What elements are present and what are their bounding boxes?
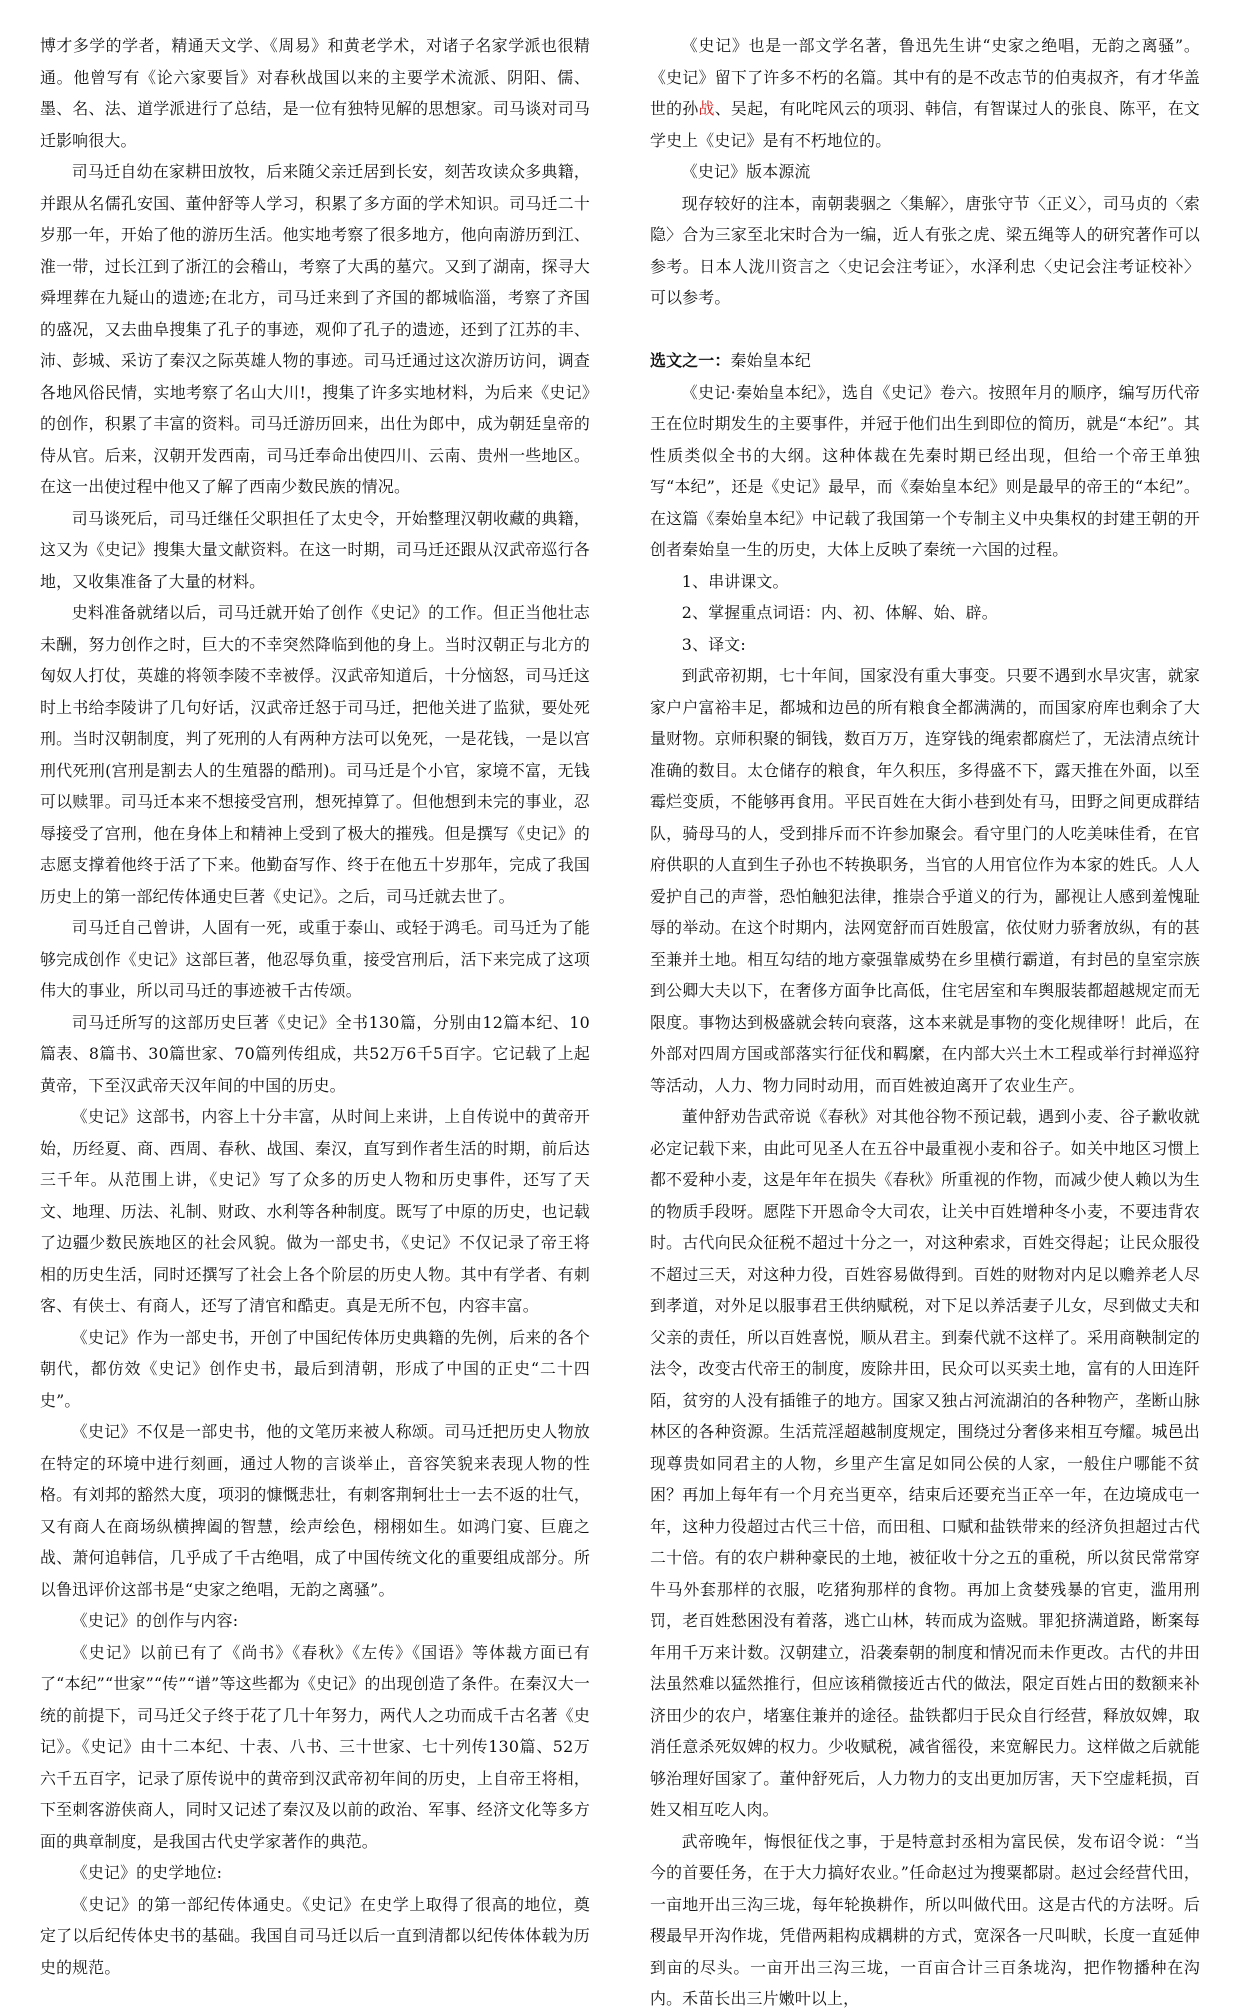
list-item: 2、掌握重点词语：内、初、体解、始、辟。 <box>681 603 998 622</box>
paragraph: 《史记》的第一部纪传体通史。《史记》在史学上取得了很高的地位，奠定了以后纪传体史书的基础。我国自司马迁以后一直到清都以纪传体体载为历史的规范。 <box>40 1894 590 1977</box>
blank-line <box>650 314 1200 346</box>
paragraph: 司马迁自己曾讲，人固有一死，或重于泰山、或轻于鸿毛。司马迁为了能够完成创作《史记》这部巨著，他忍辱负重，接受宫刑后，活下来完成了这项伟大的事业，所以司马迁的事迹被千古传颂。 <box>40 918 590 1000</box>
heading-title: 秦始皇本纪 <box>730 351 811 370</box>
paragraph: 《史记》以前已有了《尚书》《春秋》《左传》《国语》等体裁方面已有了“本纪”“世家”“传”“谱”等这些都为《史记》的出现创造了条件。在秦汉大一统的前提下，司马迁父子终于花了几十年努力，两代人之功而成千古名著《史记》。《史记》由十二本纪、十表、八书、三十世家、七十列传130篇、52万六千五百字，记录了原传说中的黄帝到汉武帝初年间的历史，上自帝王将相，下至刺客游侠商人，同时又记述了秦汉及以前的政治、军事、经济文化等多方面的典章制度，是我国古代史学家著作的典范。 <box>40 1642 590 1851</box>
list-item: 3、译文: <box>681 634 746 654</box>
paragraph: 现存较好的注本，南朝裴骃之〈集解〉，唐张守节〈正义〉，司马贞的〈索隐〉合为三家至北宋时合为一编，近人有张之虎、梁五绳等人的研究著作可以参考。日本人泷川资言之〈史记会注考证〉，水泽利忠〈史记会注考证校补〉可以参考。 <box>650 193 1200 307</box>
highlighted-character: 战 <box>698 99 715 118</box>
text-run: 、吴起，有叱咤风云的项羽、韩信，有智谋过人的张良、陈平，在文学史上《史记》是有不朽地位的。 <box>650 99 1201 150</box>
paragraph <box>650 30 1200 156</box>
right-column <box>650 30 1201 2008</box>
left-column <box>40 30 590 1977</box>
paragraph: 史料准备就绪以后，司马迁就开始了创作《史记》的工作。但正当他壮志未酬，努力创作之时，巨大的不幸突然降临到他的身上。当时汉朝正与北方的匈奴人打仗，英雄的将领李陵不幸被俘。汉武帝知道后，十分恼怒，司马迁这时上书给李陵讲了几句好话，汉武帝迁怒于司马迁，把他关进了监狱，要处死刑。当时汉朝制度，判了死刑的人有两种方法可以免死，一是花钱，一是以宫刑代死刑(宫刑是割去人的生殖器的酷刑)。司马迁是个小官，家境不富，无钱可以赎罪。司马迁本来不想接受宫刑，想死掉算了。但他想到未完的事业，忍辱接受了宫刑，他在身体上和精神上受到了极大的摧残。但是撰写《史记》的志愿支撑着他终于活了下来。他勤奋写作、终于在他五十岁那年，完成了我国历史上的第一部纪传体通史巨著《史记》。之后，司马迁就去世了。 <box>40 603 590 906</box>
text-run: 《史记》也是一部文学名著，鲁迅先生讲“史家之绝唱，无韵之离骚”。《史记》留下了许多不朽的名篇。其中有的是不改志节的伯夷叔齐，有才华盖世的孙 <box>650 36 1200 118</box>
paragraph: 《史记》作为一部史书，开创了中国纪传体历史典籍的先例，后来的各个朝代，都仿效《史记》创作史书，最后到清朝，形成了中国的正史“二十四史”。 <box>40 1327 590 1410</box>
section-label: 《史记》的史学地位: <box>71 1863 223 1882</box>
section-label: 《史记》的创作与内容: <box>71 1611 239 1630</box>
paragraph: 司马迁自幼在家耕田放牧，后来随父亲迁居到长安，刻苦攻读众多典籍，并跟从名儒孔安国、董仲舒等人学习，积累了多方面的学术知识。司马迁二十岁那一年，开始了他的游历生活。他实地考察了很多地方，他向南游历到江、淮一带，过长江到了浙江的会稽山，考察了大禹的墓穴。又到了湖南，探寻大舜埋葬在九疑山的遗迹;在北方，司马迁来到了齐国的都城临淄，考察了齐国的盛况，又去曲阜搜集了孔子的事迹，观仰了孔子的遗迹，还到了江苏的丰、沛、彭城、采访了秦汉之际英雄人物的事迹。司马迁通过这次游历访问，调查各地风俗民情，实地考察了名山大川!，搜集了许多实地材料，为后来《史记》的创作，积累了丰富的资料。司马迁游历回来，出仕为郎中，成为朝廷皇帝的侍从官。后来，汉朝开发西南，司马迁奉命出使四川、云南、贵州一些地区。在这一出使过程中他又了解了西南少数民族的情况。 <box>40 162 590 496</box>
paragraph: 司马迁所写的这部历史巨著《史记》全书130篇，分别由12篇本纪、10篇表、8篇书、30篇世家、70篇列传组成，共52万6千5百字。它记载了上起黄帝，下至汉武帝天汉年间的中国的历史。 <box>40 1012 590 1095</box>
section-label: 《史记》版本源流 <box>681 162 811 181</box>
paragraph: 到武帝初期，七十年间，国家没有重大事变。只要不遇到水旱灾害，就家家户户富裕丰足，都城和边邑的所有粮食全都满满的，而国家府库也剩余了大量财物。京师积聚的铜钱，数百万万，连穿钱的绳索都腐烂了，无法清点统计准确的数目。太仓储存的粮食，年久积压，多得盛不下，露天推在外面，以至霉烂变质，不能够再食用。平民百姓在大街小巷到处有马，田野之间更成群结队，骑母马的人，受到排斥而不许参加聚会。看守里门的人吃美味佳肴，在官府供职的人直到生子孙也不转换职务，当官的人用官位作为本家的姓氏。人人爱护自己的声誉，恐怕触犯法律，推崇合乎道义的行为，鄙视让人感到羞愧耻辱的举动。在这个时期内，法网宽舒而百姓殷富，依仗财力骄奢放纵，有的甚至兼并土地。相互勾结的地方豪强靠威势在乡里横行霸道，有封邑的皇室宗族到公卿大夫以下，在奢侈方面争比高低，住宅居室和车舆服装都超越规定而无限度。事物达到极盛就会转向衰落，这本来就是事物的变化规律呀！此后，在外部对四周方国或部落实行征伐和羁縻，在内部大兴土木工程或举行封禅巡狩等活动，人力、物力同时动用，而百姓被迫离开了农业生产。 <box>650 666 1200 1095</box>
paragraph: 《史记》不仅是一部史书，他的文笔历来被人称颂。司马迁把历史人物放在特定的环境中进行刻画，通过人物的言谈举止，音容笑貌来表现人物的性格。有刘邦的豁然大度，项羽的慷慨悲壮，有刺客荆轲壮士一去不返的壮气，又有商人在商场纵横捭阖的智慧，绘声绘色，栩栩如生。如鸿门宴、巨鹿之战、萧何追韩信，几乎成了千古绝唱，成了中国传统文化的重要组成部分。所以鲁迅评价这部书是“史家之绝唱，无韵之离骚”。 <box>40 1422 590 1599</box>
list-item: 1、串讲课文。 <box>681 571 789 591</box>
heading-label: 选文之一： <box>650 351 731 370</box>
paragraph: 《史记·秦始皇本纪》，选自《史记》卷六。按照年月的顺序，编写历代帝王在位时期发生的主要事件，并冠于他们出生到即位的简历，就是“本纪”。其性质类似全书的大纲。这种体裁在先秦时期已经出现，但给一个帝王单独写“本纪”，还是《史记》最早，而《秦始皇本纪》则是最早的帝王的“本纪”。在这篇《秦始皇本纪》中记载了我国第一个专制主义中央集权的封建王朝的开创者秦始皇一生的历史，大体上反映了秦统一六国的过程。 <box>650 382 1200 559</box>
paragraph: 董仲舒劝告武帝说《春秋》对其他谷物不预记载，遇到小麦、谷子歉收就必定记载下来，由此可见圣人在五谷中最重视小麦和谷子。如关中地区习惯上都不爱种小麦，这是年年在损失《春秋》所重视的作物，而减少使人赖以为生的物质手段呀。愿陛下开恩命令大司农，让关中百姓增种冬小麦，不要违背农时。古代向民众征税不超过十分之一，对这种索求，百姓交得起；让民众服役不超过三天，对这种力役，百姓容易做得到。百姓的财物对内足以赡养老人尽到孝道，对外足以服事君王供纳赋税，对下足以养活妻子儿女，尽到做丈夫和父亲的责任，所以百姓喜悦，顺从君主。到秦代就不这样了。采用商鞅制定的法令，改变古代帝王的制度，废除井田，民众可以买卖土地，富有的人田连阡陌，贫穷的人没有插锥子的地方。国家又独占河流湖泊的各种物产，垄断山脉林区的各种资源。生活荒淫超越制度规定，围绕过分奢侈来相互夸耀。城邑出现尊贵如同君主的人物，乡里产生富足如同公侯的人家，一般住户哪能不贫困？再加上每年有一个月充当更卒，结束后还要充当正卒一年，在边境成屯一年，这种力役超过古代三十倍，而田租、口赋和盐铁带来的经济负担超过古代二十倍。有的农户耕种豪民的土地，被征收十分之五的重税，所以贫民常常穿牛马外套那样的衣服，吃猪狗那样的食物。再加上贪婪残暴的官吏，滥用刑罚，老百姓愁困没有着落，逃亡山林，转而成为盗贼。罪犯挤满道路，断案每年用千万来计数。汉朝建立，沿袭秦朝的制度和情况而未作更改。古代的井田法虽然难以猛然推行，但应该稍微接近古代的做法，限定百姓占田的数额来补济田少的农户，堵塞住兼并的途径。盐铁都归于民众自行经营，释放奴婢，取消任意杀死奴婢的权力。少收赋税，减省徭役，来宽解民力。这样做之后就能够治理好国家了。董仲舒死后，人力物力的支出更加厉害，天下空虚耗损，百姓又相互吃人肉。 <box>650 1107 1200 1819</box>
paragraph: 《史记》这部书，内容上十分丰富，从时间上来讲，上自传说中的黄帝开始，历经夏、商、西周、春秋、战国、秦汉，直写到作者生活的时期，前后达三千年。从范围上讲，《史记》写了众多的历史人物和历史事件，还写了天文、地理、历法、礼制、财政、水利等各种制度。既写了中原的历史，也记载了边疆少数民族地区的社会风貌。做为一部史书，《史记》不仅记录了帝王将相的历史生活，同时还撰写了社会上各个阶层的历史人物。其中有学者、有刺客、有侠士、有商人，还写了清官和酷吏。真是无所不包，内容丰富。 <box>40 1107 590 1315</box>
paragraph: 司马谈死后，司马迁继任父职担任了太史令，开始整理汉朝收藏的典籍，这又为《史记》搜集大量文献资料。在这一时期，司马迁还跟从汉武帝巡行各地，又收集准备了大量的材料。 <box>40 508 590 591</box>
section-heading <box>650 345 1200 377</box>
paragraph: 武帝晚年，悔恨征伐之事，于是特意封丞相为富民侯，发布诏令说：“当今的首要任务，在于大力搞好农业。”任命赵过为搜粟都尉。赵过会经营代田，一亩地开出三沟三垅，每年轮换耕作，所以叫做代田。这是古代的方法呀。后稷最早开沟作垅，凭借两耜构成耦耕的方式，宽深各一尺叫畎，长度一直延伸到亩的尽头。一亩开出三沟三垅，一百亩合计三百条垅沟，把作物播种在沟内。禾苗长出三片嫩叶以上， <box>650 1831 1200 2008</box>
paragraph: 博才多学的学者，精通天文学、《周易》和黄老学术，对诸子名家学派也很精通。他曾写有《论六家要旨》对春秋战国以来的主要学术流派、阴阳、儒、墨、名、法、道学派进行了总结，是一位有独特见解的思想家。司马谈对司马迁影响很大。 <box>40 36 590 150</box>
